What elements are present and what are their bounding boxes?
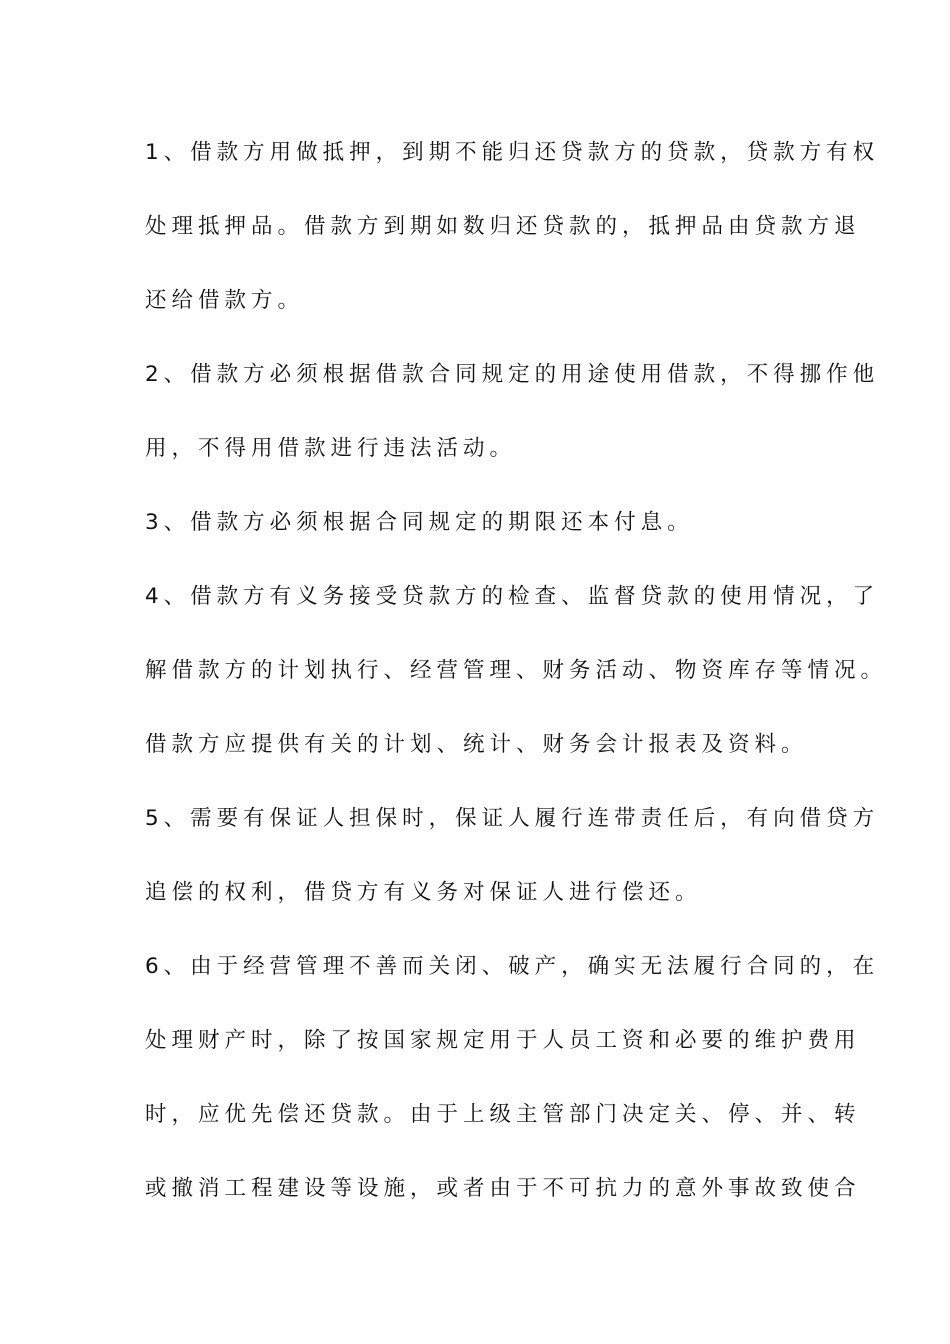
text-line: 还给借款方。 [145, 288, 305, 313]
text-line: 3、借款方必须根据合同规定的期限还本付息。 [145, 510, 694, 535]
text-line: 4、借款方有义务接受贷款方的检查、监督贷款的使用情况，了 [145, 584, 880, 609]
text-line: 处理财产时，除了按国家规定用于人员工资和必要的维护费用 [145, 1028, 861, 1053]
text-line: 2、借款方必须根据借款合同规定的用途使用借款，不得挪作他 [145, 362, 880, 387]
text-line: 6、由于经营管理不善而关闭、破产，确实无法履行合同的，在 [145, 954, 880, 979]
text-line: 或撤消工程建设等设施，或者由于不可抗力的意外事故致使合 [145, 1176, 861, 1201]
text-line: 1、借款方用做抵押，到期不能归还贷款方的贷款，贷款方有权 [145, 140, 880, 165]
text-line: 解借款方的计划执行、经营管理、财务活动、物资库存等情况。 [145, 658, 888, 683]
text-line: 处理抵押品。借款方到期如数归还贷款的，抵押品由贷款方退 [145, 214, 861, 239]
text-line: 追偿的权利，借贷方有义务对保证人进行偿还。 [145, 880, 702, 905]
text-line: 时，应优先偿还贷款。由于上级主管部门决定关、停、并、转 [145, 1102, 861, 1127]
text-line: 用，不得用借款进行违法活动。 [145, 436, 517, 461]
text-line: 5、需要有保证人担保时，保证人履行连带责任后，有向借贷方 [145, 806, 880, 831]
text-line: 借款方应提供有关的计划、统计、财务会计报表及资料。 [145, 732, 808, 757]
contract-text [145, 134, 888, 1244]
